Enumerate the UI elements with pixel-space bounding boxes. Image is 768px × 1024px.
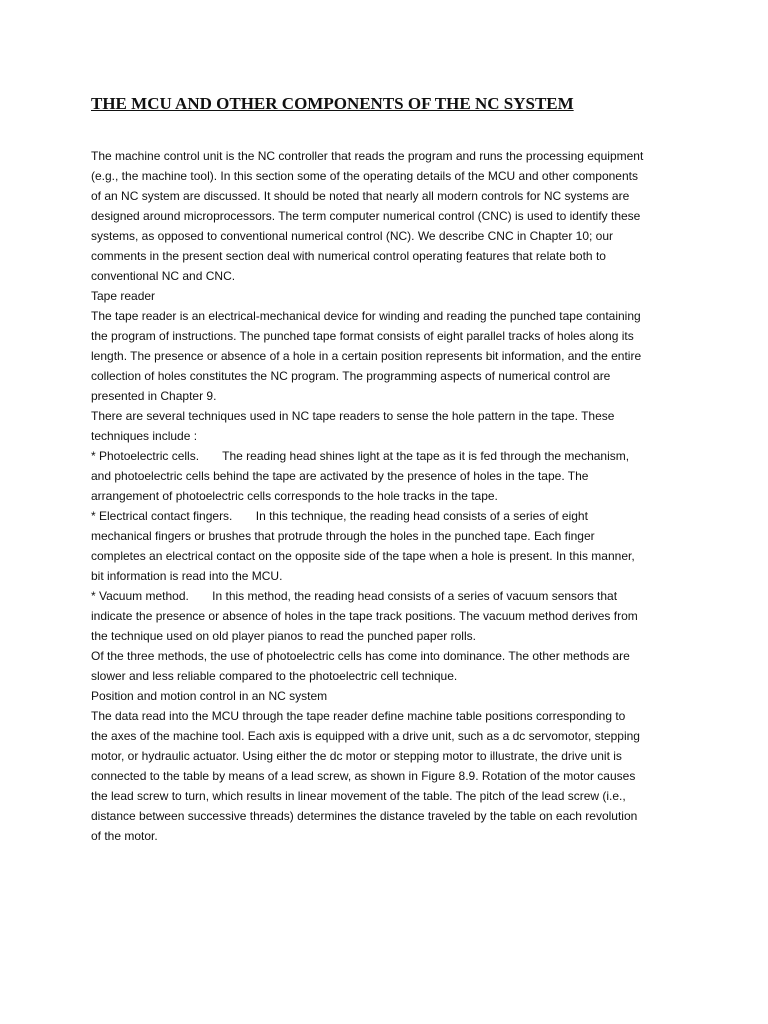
text-line: Of the three methods, the use of photoelectric cells has come into dominance. The other methods are	[91, 649, 630, 663]
text-line: techniques include :	[91, 429, 198, 443]
document-title: THE MCU AND OTHER COMPONENTS OF THE NC SYSTEM	[91, 94, 574, 113]
text-line: the axes of the machine tool. Each axis is equipped with a drive unit, such as a dc servomotor, stepping	[91, 729, 640, 743]
section-heading-position-motion-control: Position and motion control in an NC system	[91, 689, 328, 703]
text-line: completes an electrical contact on the opposite side of the tape when a hole is present. In this manner,	[91, 549, 635, 563]
bullet-vacuum-method: * Vacuum method. In this method, the reading head consists of a series of vacuum sensors that	[91, 589, 618, 603]
text-line: collection of holes constitutes the NC program. The programming aspects of numerical control are	[91, 369, 611, 383]
text-line: indicate the presence or absence of holes in the tape track positions. The vacuum method derives from	[91, 609, 638, 623]
text-line: comments in the present section deal with numerical control operating features that relate both to	[91, 249, 606, 263]
text-line: arrangement of photoelectric cells corresponds to the hole tracks in the tape.	[91, 489, 498, 503]
text-line: There are several techniques used in NC tape readers to sense the hole pattern in the tape. These	[91, 409, 615, 423]
text-line: motor, or hydraulic actuator. Using either the dc motor or stepping motor to illustrate, the drive unit is	[91, 749, 622, 763]
text-line: systems, as opposed to conventional numerical control (NC). We describe CNC in Chapter 10; our	[91, 229, 614, 243]
text-line: (e.g., the machine tool). In this section some of the operating details of the MCU and other components	[91, 169, 638, 183]
text-line: designed around microprocessors. The term computer numerical control (CNC) is used to identify these	[91, 209, 641, 223]
document-body	[91, 146, 681, 846]
text-line: length. The presence or absence of a hole in a certain position represents bit information, and the entire	[91, 349, 642, 363]
text-line: The data read into the MCU through the tape reader define machine table positions corresponding to	[91, 709, 626, 723]
bullet-electrical-contact-fingers: * Electrical contact fingers. In this technique, the reading head consists of a series of eight	[91, 509, 588, 523]
text-line: presented in Chapter 9.	[91, 389, 217, 403]
text-line: connected to the table by means of a lead screw, as shown in Figure 8.9. Rotation of the motor causes	[91, 769, 636, 783]
text-line: distance between successive threads) determines the distance traveled by the table on each revolution	[91, 809, 638, 823]
text-line: the program of instructions. The punched tape format consists of eight parallel tracks of holes along its	[91, 329, 634, 343]
text-line: of the motor.	[91, 829, 158, 843]
text-line: The machine control unit is the NC controller that reads the program and runs the processing equipment	[91, 149, 644, 163]
text-line: mechanical fingers or brushes that protrude through the holes in the punched tape. Each finger	[91, 529, 595, 543]
text-line: and photoelectric cells behind the tape are activated by the presence of holes in the tape. The	[91, 469, 589, 483]
text-line: the technique used on old player pianos to read the punched paper rolls.	[91, 629, 476, 643]
text-line: slower and less reliable compared to the photoelectric cell technique.	[91, 669, 458, 683]
text-line: conventional NC and CNC.	[91, 269, 236, 283]
bullet-photoelectric-cells: * Photoelectric cells. The reading head shines light at the tape as it is fed through the mechanism,	[91, 449, 630, 463]
text-line: bit information is read into the MCU.	[91, 569, 283, 583]
text-line: The tape reader is an electrical-mechanical device for winding and reading the punched tape containing	[91, 309, 641, 323]
section-heading-tape-reader: Tape reader	[91, 289, 156, 303]
text-line: of an NC system are discussed. It should be noted that nearly all modern controls for NC systems are	[91, 189, 630, 203]
text-line: the lead screw to turn, which results in linear movement of the table. The pitch of the lead screw (i.e.,	[91, 789, 626, 803]
